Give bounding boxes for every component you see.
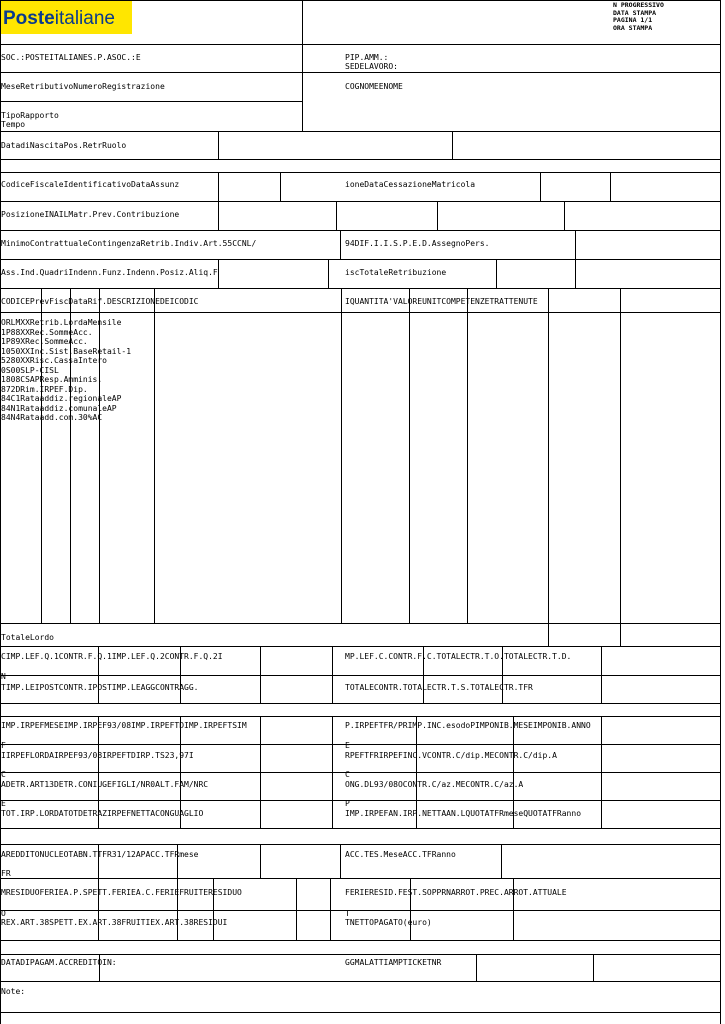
redditi-row1-left: AREDDITONUCLEOTABN.TTFR31/12APACC.TFRmese [1,850,199,859]
list-item: 0S00SLP-CISL [1,365,59,375]
totale-lordo-label: TotaleLordo [1,633,54,642]
inps-row2-right: TOTALECONTR.TOTALECTR.T.S.TOTALECTR.TFR [345,683,533,692]
logo-text-bold: Poste [3,8,55,29]
ass-ind-quadri-label: Ass.Ind.QuadriIndenn.Funz.Indenn.Posiz.Aliq.F [1,268,218,277]
tipo-rapporto-label: TipoRapporto [1,111,59,120]
list-item: 1808CSAPResp.Amminis. [1,375,103,384]
ex-art38-row: REX.ART.38SPETT.EX.ART.38FRUITIEX.ART.38RESIDUI [1,918,228,927]
irpef-row3-left: ADETR.ART13DETR.CONIUGEFIGLI/NR0ALT.FAM/NRC [1,780,209,789]
inps-row2-left: TIMP.LEIPOSTCONTR.IPOSTIMP.LEAGGCONTRAGG. [1,683,199,692]
assegno-pers-label: 94DIF.I.I.S.P.E.D.AssegnoPers. [345,239,490,248]
inps-n-label: N [1,672,6,681]
table-header-right: IQUANTITA'VALOREUNITCOMPETENZETRATTENUTE [345,297,538,306]
irpef-row2-right: RPEFTFRIRPEFINC.VCONTR.C/dip.MECONTR.C/dip.A [345,751,557,760]
netto-pagato-label: TNETTOPAGATO(euro) [345,918,432,927]
note-label: Note: [1,987,26,996]
inps-row1-left: CIMP.LEF.Q.1CONTR.F.Q.1IMP.LEF.Q.2CONTR.F.Q.2I [1,652,223,661]
list-item: 872DRim.IRPEF.Dip. [1,384,88,394]
irpef-row1-right: P.IRPEFTFR/PRIMP.INC.esodoPIMPONIB.MESEIMPONIB.ANNO [345,721,591,730]
data-nascita-label: DatadiNascitaPos.RetrRuolo [1,141,127,150]
irpef-row2-left: IIRPEFLORDAIRPEF93/08IRPEFTDIRP.TS23,97I [1,751,194,760]
redditi-row1-right: ACC.TES.MeseACC.TFRanno [345,850,456,859]
data-cessazione-label: ioneDataCessazioneMatricola [345,180,476,189]
irpef-p-label: P [345,799,350,808]
data-stampa-label: DATA STAMPA [613,8,657,17]
ora-stampa-label: ORA STAMPA [613,23,653,32]
list-item: 84C1Rataaddiz.regionaleAP [1,394,122,403]
print-info [613,2,664,32]
redditi-fr-label: FR [1,869,11,878]
pagina-label: PAGINA 1/1 [613,16,653,24]
redditi-t-label: T [345,909,350,918]
totale-retribuzione-label: iscTotaleRetribuzione [345,268,447,277]
posizione-inail-label: PosizioneINAILMatr.Prev.Contribuzione [1,210,180,219]
list-item: 84N4Rataadd.com.30%AC [1,413,103,422]
irpef-f-label: F [1,741,6,750]
tempo-label: Tempo [1,120,26,129]
irpef-e1-label: E [345,741,350,750]
logo-text-light: italiane [54,8,115,29]
pip-amm-label: PIP.AMM.: [345,53,389,62]
list-item: 1P89XRec.SommeAcc. [1,337,88,346]
minimo-contrattuale-label: MinimoContrattualeContingenzaRetrib.Indiv.Art.55CCNL/ [1,239,257,248]
irpef-row3-right: ONG.DL93/08OCONTR.C/az.MECONTR.C/az.A [345,780,524,789]
list-item: ORLMXXRetrib.LordaMensile [1,318,122,327]
poste-italiane-logo [1,1,132,34]
inps-row1-right: MP.LEF.C.CONTR.F.C.TOTALECTR.T.O.TOTALECTR.T.D. [345,652,572,661]
progressivo-label: N PROGRESSIVO [613,1,664,9]
list-item: 1P88XXRec.SommeAcc. [1,327,93,337]
list-item: 84N1Rataaddiz.comunaleAP [1,403,117,413]
societa-label: SOC.:POSTEITALIANES.P.ASOC.:E [1,53,141,62]
voci-list [1,318,131,423]
list-item: 1050XXInc.Sist.BaseRetail-1 [1,346,132,356]
irpef-row4-right: IMP.IRPEFAN.IRP.NETTAAN.LQUOTATFRmeseQUOTATFRanno [345,809,582,818]
list-item: 5280XXRisc.CassaIntero [1,356,107,365]
ferie-row-right: FERIERESID.FEST.SOPPRNARROT.PREC.ARROT.ATTUALE [345,888,567,897]
ferie-row-left: MRESIDUOFERIEA.P.SPETT.FERIEA.C.FERIEFRUITERESIDUO [1,888,242,897]
table-header-left: CODICEPrevFiscDataRif.DESCRIZIONEDEICODIC [1,297,199,306]
mese-retributivo-label: MeseRetributivoNumeroRegistrazione [1,82,165,91]
irpef-row4-left: TOT.IRP.LORDATOTDETRAZIRPEFNETTACONGUAGLIO [1,809,204,818]
sede-lavoro-label: SEDELAVORO: [345,62,398,71]
codice-fiscale-label: CodiceFiscaleIdentificativoDataAssunz [1,180,180,189]
cognome-nome-label: COGNOMEENOME [345,82,403,91]
svg-text:Posteitaliane [3,8,115,29]
irpef-c1-label: C [1,770,6,779]
redditi-o-label: O [1,909,6,918]
irpef-e2-label: E [1,799,6,808]
irpef-c2-label: C [345,770,350,779]
irpef-row1-left: IMP.IRPEFMESEIMP.IRPEF93/08IMP.IRPEFTDIMP.IRPEFTSIM [1,721,247,730]
malattia-ticket-label: GGMALATTIAMPTICKETNR [345,958,442,967]
data-pagamento-label: DATADIPAGAM.ACCREDITOIN: [1,958,117,967]
